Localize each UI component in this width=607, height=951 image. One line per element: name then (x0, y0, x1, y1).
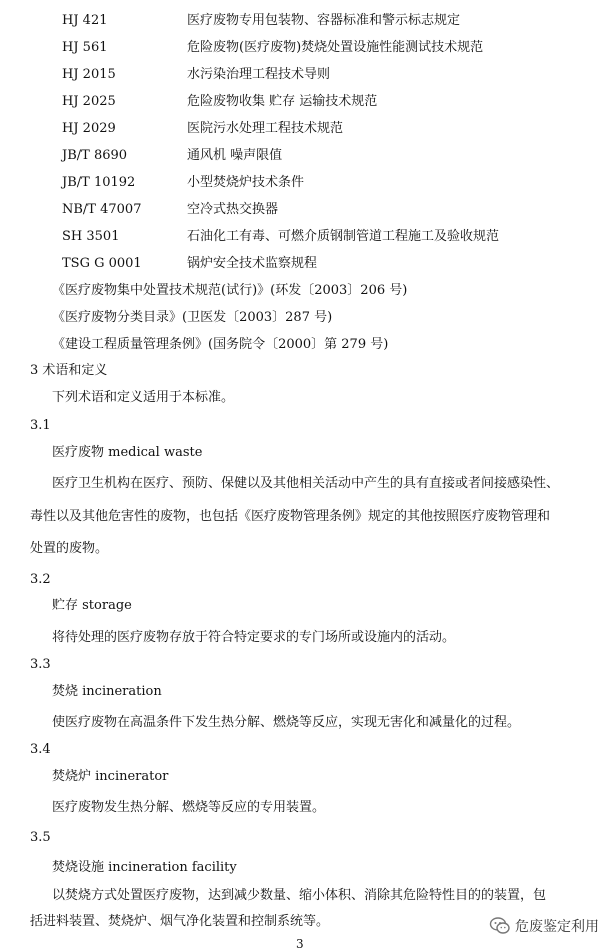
standard-title: 小型焚烧炉技术条件 (187, 175, 305, 190)
term-definition-line: 括进料装置、焚烧炉、烟气净化装置和控制系统等。 (30, 914, 330, 929)
standard-title: 危险废物收集 贮存 运输技术规范 (187, 94, 378, 109)
standard-title: 危险废物(医疗废物)焚烧处置设施性能测试技术规范 (187, 40, 484, 55)
page-number: 3 (296, 937, 304, 951)
term-definition-line: 使医疗废物在高温条件下发生热分解、燃烧等反应，实现无害化和减量化的过程。 (52, 715, 521, 730)
term-number: 3.1 (30, 418, 51, 433)
term-definition-line: 医疗卫生机构在医疗、预防、保健以及其他相关活动中产生的具有直接或者间接感染性、 (52, 476, 560, 491)
term-name: 焚烧 incineration (52, 684, 162, 699)
standard-title: 水污染治理工程技术导则 (187, 67, 331, 82)
term-definition-line: 毒性以及其他危害性的废物，也包括《医疗废物管理条例》规定的其他按照医疗废物管理和 (30, 509, 551, 524)
term-name: 焚烧设施 incineration facility (52, 860, 237, 875)
term-definition-line: 以焚烧方式处置医疗废物，达到减少数量、缩小体积、消除其危险特性目的的装置，包 (52, 888, 547, 903)
standard-code: SH 3501 (62, 229, 120, 244)
watermark (489, 916, 599, 936)
term-name: 医疗废物 medical waste (52, 445, 203, 460)
term-definition-line: 医疗废物发生热分解、燃烧等反应的专用装置。 (52, 800, 326, 815)
standard-title: 医疗废物专用包装物、容器标准和警示标志规定 (187, 13, 461, 28)
document-reference: 《建设工程质量管理条例》(国务院令〔2000〕第 279 号) (52, 337, 389, 352)
section-heading: 3 术语和定义 (30, 363, 108, 378)
standard-title: 石油化工有毒、可燃介质钢制管道工程施工及验收规范 (187, 229, 500, 244)
standard-code: TSG G 0001 (62, 256, 142, 271)
term-number: 3.2 (30, 572, 51, 587)
standard-code: JB/T 10192 (62, 175, 136, 190)
term-name: 贮存 storage (52, 598, 132, 613)
term-name: 焚烧炉 incinerator (52, 769, 169, 784)
standard-title: 空冷式热交换器 (187, 202, 279, 217)
standard-title: 锅炉安全技术监察规程 (187, 256, 318, 271)
standard-code: HJ 421 (62, 13, 108, 28)
standard-code: HJ 2029 (62, 121, 116, 136)
wechat-icon (489, 916, 511, 936)
document-reference: 《医疗废物分类目录》(卫医发〔2003〕287 号) (52, 310, 333, 325)
standard-code: HJ 561 (62, 40, 108, 55)
standard-code: JB/T 8690 (62, 148, 128, 163)
standard-code: HJ 2025 (62, 94, 116, 109)
term-number: 3.3 (30, 657, 51, 672)
document-reference: 《医疗废物集中处置技术规范(试行)》(环发〔2003〕206 号) (52, 283, 408, 298)
term-number: 3.4 (30, 742, 51, 757)
term-definition-line: 将待处理的医疗废物存放于符合特定要求的专门场所或设施内的活动。 (52, 630, 456, 645)
standard-title: 通风机 噪声限值 (187, 148, 283, 163)
standard-code: NB/T 47007 (62, 202, 142, 217)
section-intro: 下列术语和定义适用于本标准。 (52, 390, 235, 405)
term-number: 3.5 (30, 830, 51, 845)
standard-title: 医院污水处理工程技术规范 (187, 121, 344, 136)
standard-code: HJ 2015 (62, 67, 116, 82)
term-definition-line: 处置的废物。 (30, 541, 109, 556)
watermark-text: 危废鉴定利用 (515, 919, 599, 935)
